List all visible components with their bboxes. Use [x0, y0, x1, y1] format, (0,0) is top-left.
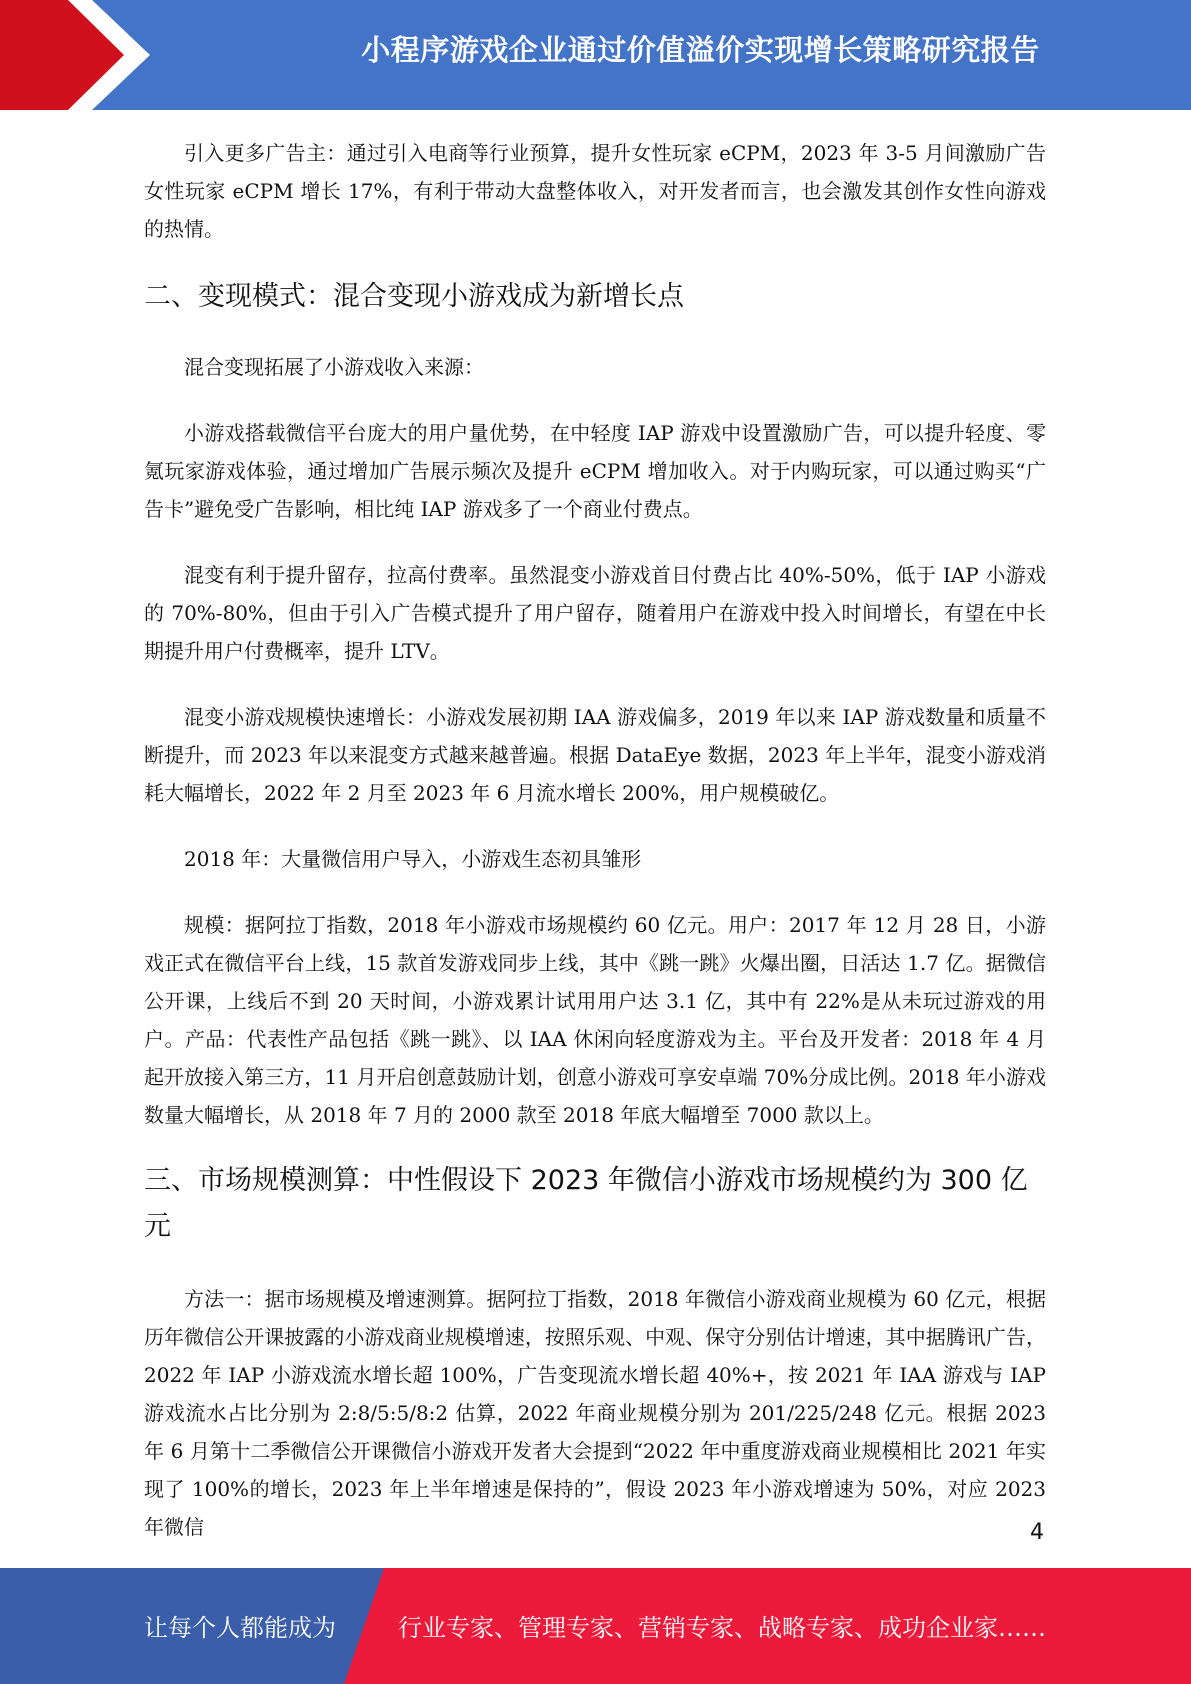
- footer-slogan-left: 让每个人都能成为: [144, 1614, 336, 1642]
- paragraph-2018-scale: 规模：据阿拉丁指数，2018 年小游戏市场规模约 60 亿元。用户：2017 年 12 月 28 日，小游戏正式在微信平台上线，15 款首发游戏同步上线，其中《跳一跳》火爆出圈，日活达 1.7 亿。据微信公开课，上线后不到 20 天时间，小游戏累计试用用户达 3.1 亿，其中有 22%是从未玩过游戏的用户。产品：代表性产品包括《跳一跳》、以 IAA 休闲向轻度游戏为主。平台及开发者：2018 年 4 月起开放接入第三方，11 月开启创意鼓励计划，创意小游戏可享安卓端 70%分成比例。2018 年小游戏数量大幅增长，从 2018 年 7 月的 2000 款至 2018 年底大幅增至 7000 款以上。: [144, 913, 1046, 1127]
- paragraph-hybrid-growth: 混变小游戏规模快速增长：小游戏发展初期 IAA 游戏偏多，2019 年以来 IAP 游戏数量和质量不断提升，而 2023 年以来混变方式越来越普遍。根据 DataEye 数据，2023 年上半年，混变小游戏消耗大幅增长，2022 年 2 月至 2023 年 6 月流水增长 200%，用户规模破亿。: [144, 705, 1046, 805]
- report-title: 小程序游戏企业通过价值溢价实现增长策略研究报告: [361, 33, 1040, 67]
- section-heading-market-size: 三、市场规模测算：中性假设下 2023 年微信小游戏市场规模约为 300 亿元: [144, 1165, 1028, 1242]
- paragraph-retention: 混变有利于提升留存，拉高付费率。虽然混变小游戏首日付费占比 40%-50%，低于 IAP 小游戏的 70%-80%，但由于引入广告模式提升了用户留存，随着用户在游戏中投入时间增长，有望在中长期提升用户付费概率，提升 LTV。: [144, 563, 1046, 663]
- page-footer: [0, 1568, 1191, 1684]
- paragraph-2018-stage: 2018 年：大量微信用户导入，小游戏生态初具雏形: [184, 847, 642, 871]
- paragraph-hybrid-advantage: 小游戏搭载微信平台庞大的用户量优势，在中轻度 IAP 游戏中设置激励广告，可以提升轻度、零氪玩家游戏体验，通过增加广告展示频次及提升 eCPM 增加收入。对于内购玩家，可以通过购买“广告卡”避免受广告影响，相比纯 IAP 游戏多了一个商业付费点。: [144, 421, 1046, 521]
- paragraph-method-one: 方法一：据市场规模及增速测算。据阿拉丁指数，2018 年微信小游戏商业规模为 60 亿元，根据历年微信公开课披露的小游戏商业规模增速，按照乐观、中观、保守分别估计增速，其中据腾讯广告，2022 年 IAP 小游戏流水增长超 100%，广告变现流水增长超 40%+，按 2021 年 IAA 游戏与 IAP 游戏流水占比分别为 2:8/5:5/8:2 估算，2022 年商业规模分别为 201/225/248 亿元。根据 2023 年 6 月第十二季微信公开课微信小游戏开发者大会提到“2022 年中重度游戏商业规模相比 2021 年实现了 100%的增长，2023 年上半年增速是保持的”，假设 2023 年小游戏增速为 50%，对应 2023 年微信: [144, 1287, 1046, 1539]
- page-content: [144, 134, 1046, 1546]
- paragraph-advertisers: 引入更多广告主：通过引入电商等行业预算，提升女性玩家 eCPM，2023 年 3-5 月间激励广告女性玩家 eCPM 增长 17%，有利于带动大盘整体收入，对开发者而言，也会激发其创作女性向游戏的热情。: [144, 141, 1046, 241]
- page-number: 4: [1030, 1520, 1044, 1545]
- section-heading-monetization: 二、变现模式：混合变现小游戏成为新增长点: [144, 281, 684, 312]
- footer-slogan-right: 行业专家、管理专家、营销专家、战略专家、成功企业家……: [398, 1614, 1046, 1642]
- page-header: [0, 0, 1191, 110]
- paragraph-hybrid-intro: 混合变现拓展了小游戏收入来源：: [184, 355, 484, 379]
